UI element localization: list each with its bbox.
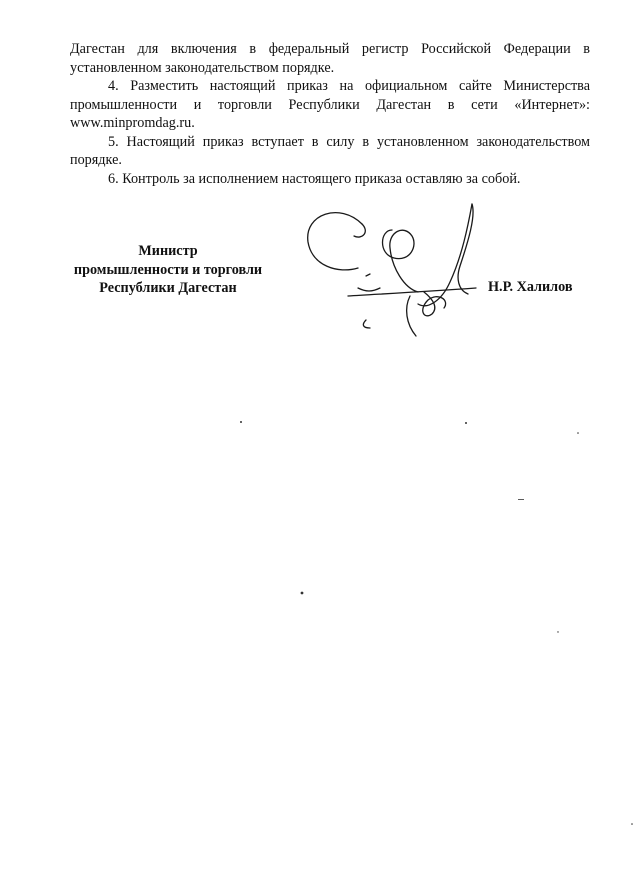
position-line-1: Министр xyxy=(138,243,198,259)
signatory-position xyxy=(68,242,268,298)
position-line-3: Республики Дагестан xyxy=(99,280,237,296)
position-line-2: промышленности и торговли xyxy=(73,261,263,278)
handwritten-signature xyxy=(300,196,500,356)
paragraph-item-4: 4. Разместить настоящий приказ на официальном сайте Министерства промышленности и торговли Республики Дагестан в сети «Интернет»: www.minpromdag.ru. xyxy=(70,78,590,131)
paragraph-item-6: 6. Контроль за исполнением настоящего приказа оставляю за собой. xyxy=(108,170,521,187)
paragraph-continuation: Дагестан для включения в федеральный регистр Российской Федерации в установленном законодательством порядке. xyxy=(70,41,590,76)
paragraph-item-5: 5. Настоящий приказ вступает в силу в установленном законодательством порядке. xyxy=(70,133,590,168)
signatory-name: Н.Р. Халилов xyxy=(488,279,573,295)
document-body xyxy=(70,40,590,188)
